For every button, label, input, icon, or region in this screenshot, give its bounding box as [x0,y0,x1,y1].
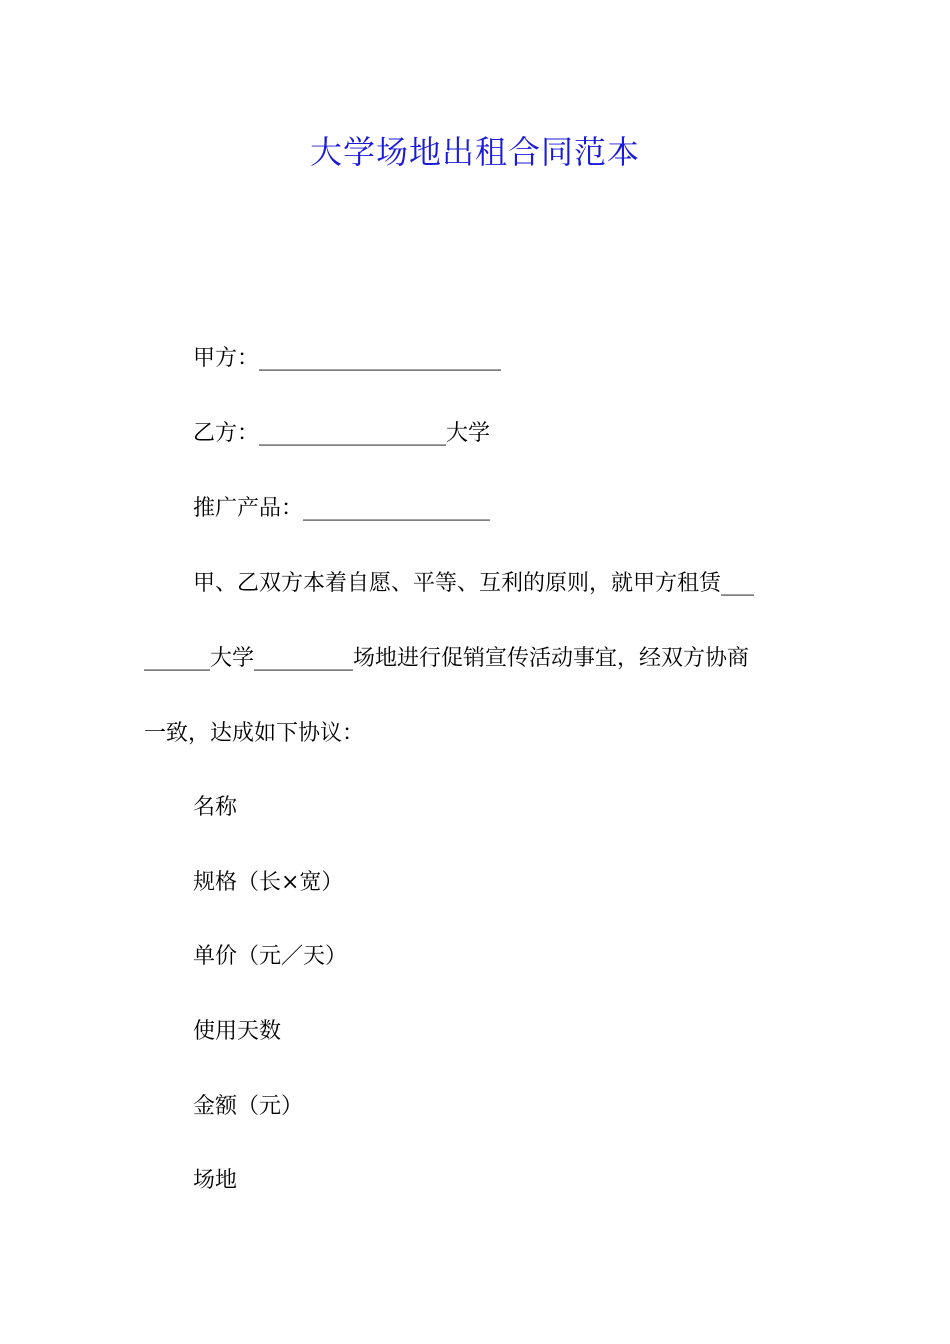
agreement-paragraph-line-1: 甲、乙双方本着自愿、平等、互利的原则，就甲方租赁___ [193,571,755,596]
agreement-paragraph-line-2: ______大学_________场地进行促销宣传活动事宜，经双方协商 [144,646,750,671]
party-a-line: 甲方：______________________ [193,346,502,371]
item-name: 名称 [193,795,238,820]
item-amount: 金额（元） [193,1094,304,1119]
document-title: 大学场地出租合同范本 [309,133,640,171]
agreement-paragraph-line-3: 一致，达成如下协议： [144,721,365,746]
product-line: 推广产品：_________________ [193,496,491,521]
party-b-line: 乙方：_________________大学 [193,421,491,446]
item-spec: 规格（长×宽） [193,870,344,895]
item-venue: 场地 [193,1168,238,1193]
item-unit-price: 单价（元／天） [193,944,348,969]
item-days: 使用天数 [193,1019,282,1044]
